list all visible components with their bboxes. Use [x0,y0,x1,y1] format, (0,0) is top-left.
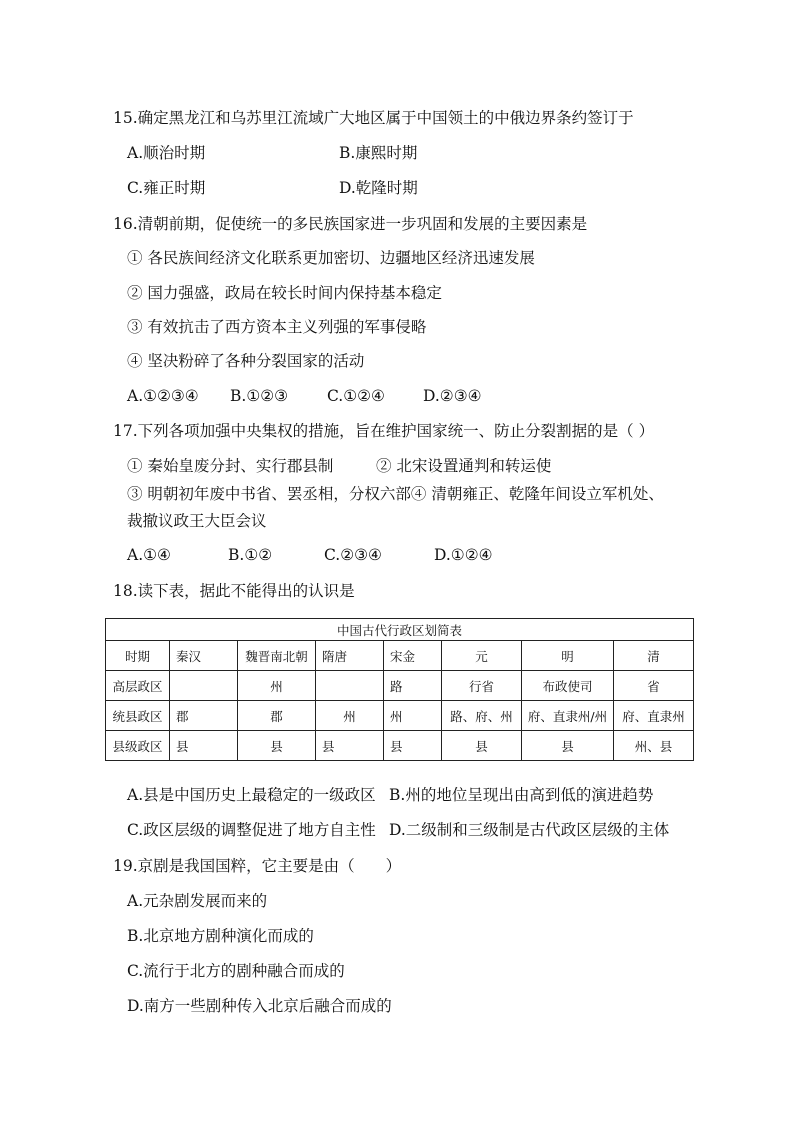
q17-item-2: ② 北宋设置通判和转运使 [376,457,552,475]
q16-option-a: A.①②③④ [127,387,199,405]
table-header-row [106,641,694,671]
q19-option-a: A.元杂剧发展而来的 [127,892,268,910]
table-cell: 州 [316,701,384,731]
q17-item-1: ① 秦始皇废分封、实行郡县制 [127,457,334,475]
table-cell [170,671,238,701]
table-cell: 路 [384,671,442,701]
table-row-label: 县级政区 [106,731,170,761]
q16-stem: 16.清朝前期，促使统一的多民族国家进一步巩固和发展的主要因素是 [113,215,588,233]
q17-item-3: ③ 明朝初年废中书省、罢丞相，分权六部④ 清朝雍正、乾隆年间设立军机处、 [127,485,664,503]
table-cell: 县 [170,731,238,761]
table-header-cell: 时期 [106,641,170,671]
q18-option-a: A.县是中国历史上最稳定的一级政区 [127,786,376,804]
table-row-label: 统县政区 [106,701,170,731]
q16-option-c: C.①②④ [327,387,385,405]
q17-option-a: A.①④ [127,546,171,564]
table-header-cell: 隋唐 [316,641,384,671]
q15-option-b: B.康熙时期 [339,144,418,162]
table-header-cell: 明 [522,641,614,671]
table-cell: 县 [316,731,384,761]
q17-option-d: D.①②④ [434,546,493,564]
q18-option-b: B.州的地位呈现出由高到低的演进趋势 [389,786,654,804]
table-row [106,731,694,761]
table-cell: 府、直隶州 [614,701,694,731]
q16-option-d: D.②③④ [423,387,482,405]
table-cell: 郡 [170,701,238,731]
table-header-cell: 元 [442,641,522,671]
table-cell: 县 [238,731,316,761]
table-cell: 行省 [442,671,522,701]
q18-stem: 18.读下表，据此不能得出的认识是 [113,582,355,600]
q19-option-b: B.北京地方剧种演化而成的 [127,927,314,945]
q17-option-b: B.①② [228,546,273,564]
table-row [106,671,694,701]
q17-option-c: C.②③④ [324,546,382,564]
table-cell: 府、直隶州/州 [522,701,614,731]
q17-stem: 17.下列各项加强中央集权的措施，旨在维护国家统一、防止分裂割据的是（ ） [113,422,655,440]
q15-option-d: D.乾隆时期 [339,179,418,197]
admin-division-table [105,618,694,761]
q15-option-a: A.顺治时期 [127,144,206,162]
table-cell: 路、府、州 [442,701,522,731]
q16-option-b: B.①②③ [230,387,289,405]
table-cell [316,671,384,701]
table-cell: 州 [384,701,442,731]
q15-stem: 15.确定黑龙江和乌苏里江流域广大地区属于中国领土的中俄边界条约签订于 [113,109,634,127]
table-cell: 县 [442,731,522,761]
table-header-cell: 秦汉 [170,641,238,671]
q16-item-3: ③ 有效抗击了西方资本主义列强的军事侵略 [127,318,427,336]
q15-option-c: C.雍正时期 [127,179,206,197]
q17-item-3-cont: 裁撤议政王大臣会议 [127,512,267,530]
table-cell: 郡 [238,701,316,731]
table-cell: 布政使司 [522,671,614,701]
q19-option-d: D.南方一些剧种传入北京后融合而成的 [127,997,392,1015]
table-header-cell: 魏晋南北朝 [238,641,316,671]
table-cell: 省 [614,671,694,701]
table-header-cell: 清 [614,641,694,671]
q19-option-c: C.流行于北方的剧种融合而成的 [127,962,345,980]
table-cell: 州 [238,671,316,701]
q16-item-4: ④ 坚决粉碎了各种分裂国家的活动 [127,352,365,370]
table-cell: 县 [522,731,614,761]
table-row [106,701,694,731]
q16-item-1: ① 各民族间经济文化联系更加密切、边疆地区经济迅速发展 [127,249,535,267]
q18-option-c: C.政区层级的调整促进了地方自主性 [127,821,376,839]
q16-item-2: ② 国力强盛，政局在较长时间内保持基本稳定 [127,284,442,302]
table-caption: 中国古代行政区划简表 [106,619,694,641]
table-cell: 州、县 [614,731,694,761]
table-header-cell: 宋金 [384,641,442,671]
table-cell: 县 [384,731,442,761]
table-row-label: 高层政区 [106,671,170,701]
q18-option-d: D.二级制和三级制是古代政区层级的主体 [389,821,670,839]
q19-stem: 19.京剧是我国国粹，它主要是由（ ） [113,857,402,875]
